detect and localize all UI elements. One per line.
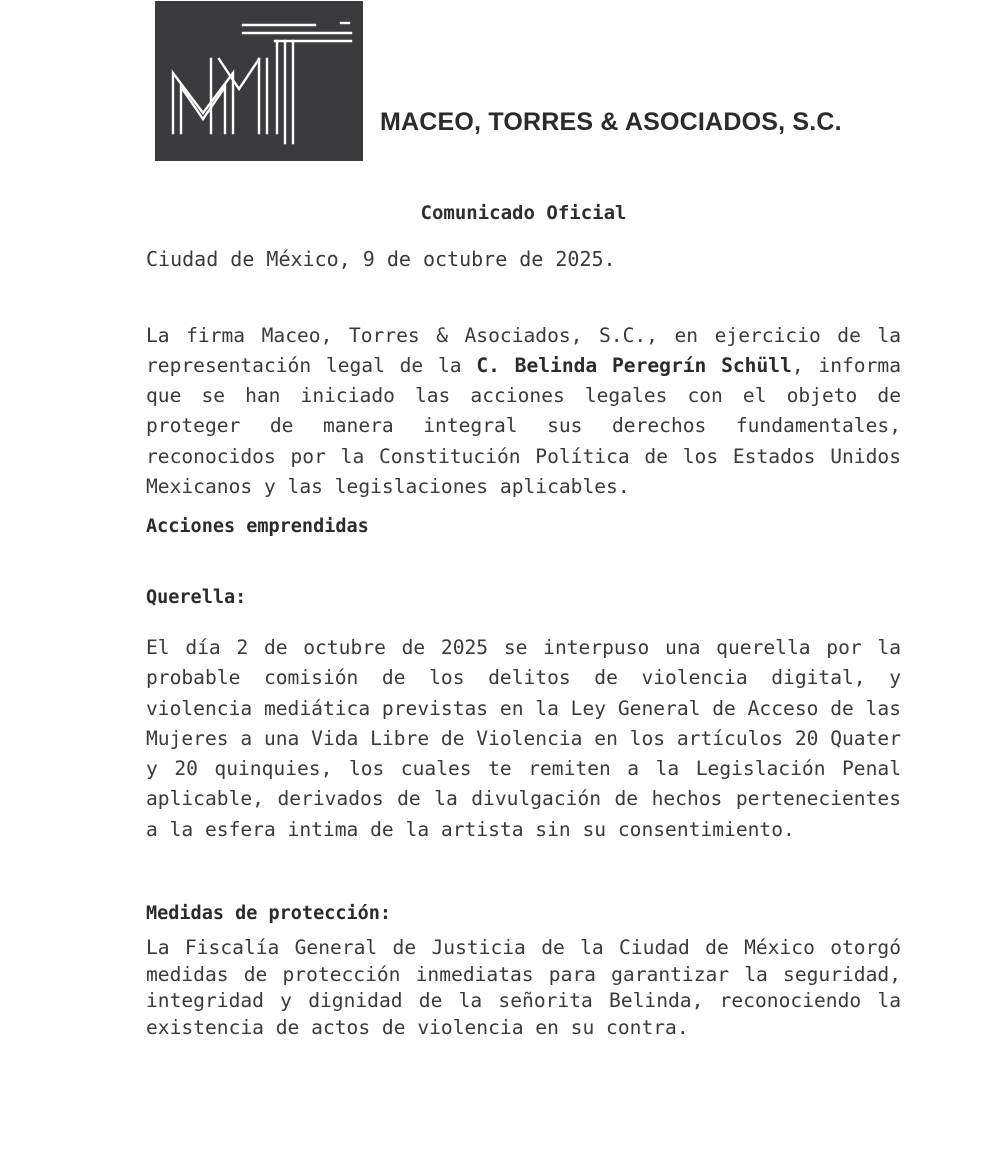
document-title: Comunicado Oficial bbox=[420, 202, 627, 224]
intro-text-before: La firma Maceo, Torres & Asociados, S.C., en ejercicio de la representación legal de la bbox=[146, 323, 901, 377]
medidas-paragraph: La Fiscalía General de Justicia de la Ciudad de México otorgó medidas de protección inmediatas para garantizar la seguridad, integridad y dignidad de la señorita Belinda, reconociendo la existencia de actos de violencia en su contra. bbox=[146, 936, 901, 1039]
mmt-monogram-icon bbox=[155, 1, 363, 161]
querella-heading: Querella: bbox=[146, 586, 247, 608]
document-body bbox=[146, 198, 901, 1041]
actions-heading: Acciones emprendidas bbox=[146, 516, 369, 538]
firm-name: MACEO, TORRES & ASOCIADOS, S.C. bbox=[380, 108, 842, 136]
client-name: C. Belinda Peregrín Schüll bbox=[476, 353, 792, 377]
firm-logo bbox=[155, 1, 363, 161]
medidas-heading: Medidas de protección: bbox=[146, 903, 392, 925]
intro-paragraph bbox=[146, 321, 901, 503]
date-line: Ciudad de México, 9 de octubre de 2025. bbox=[146, 247, 616, 272]
letterhead bbox=[155, 0, 875, 162]
intro-text-after: , informa que se han iniciado las acciones legales con el objeto de proteger de manera integral sus derechos fundamentales, reconocidos por la Constitución Política de los Estados Unidos Mexicanos y las legislaciones aplicables. bbox=[146, 353, 901, 499]
querella-paragraph: El día 2 de octubre de 2025 se interpuso una querella por la probable comisión de los delitos de violencia digital, y violencia mediática previstas en la Ley General de Acceso de las Mujeres a una Vida Libre de Violencia en los artículos 20 Quater y 20 quinquies, los cuales te remiten a la Legislación Penal aplicable, derivados de la divulgación de hechos pertenecientes a la esfera intima de la artista sin su consentimiento. bbox=[146, 635, 901, 841]
